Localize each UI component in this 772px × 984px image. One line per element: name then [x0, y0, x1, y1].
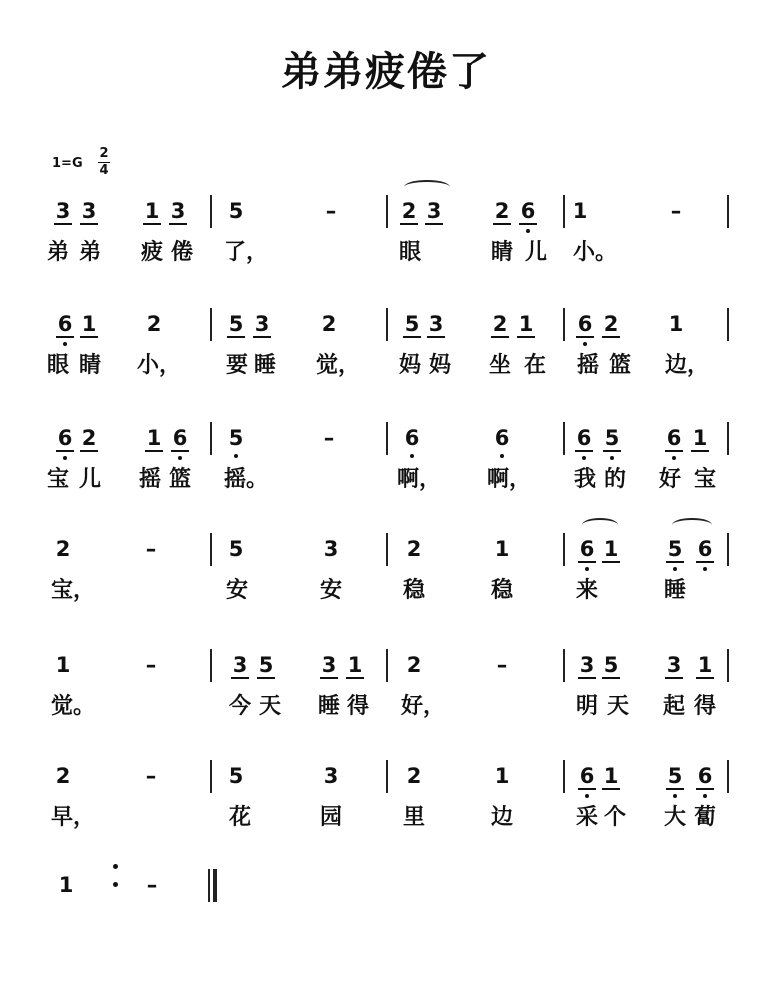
note: 3 [51, 200, 75, 222]
bar-line [386, 760, 388, 793]
lyric-syllable: 早， [51, 805, 96, 830]
lyric-syllable: 小。 [573, 240, 618, 265]
lyric-syllable: 宝 [46, 467, 69, 492]
lyric-syllable: 摇 [576, 353, 599, 378]
lyric-syllable: 得 [346, 694, 369, 719]
lyric-syllable: 来 [575, 578, 598, 603]
note: 5 [599, 654, 623, 676]
dash-extension: – [145, 537, 157, 561]
bar-line [563, 760, 565, 793]
lyric-syllable: 坐 [488, 353, 511, 378]
lyric-syllable: 睛 [490, 240, 513, 265]
note: 5 [400, 313, 424, 335]
lyric-syllable: 儿 [78, 467, 101, 492]
lyric-syllable: 弟 [78, 240, 101, 265]
note: 3 [250, 313, 274, 335]
note: 2 [55, 764, 71, 788]
lyric-syllable: 好 [658, 467, 681, 492]
score-row [0, 653, 772, 764]
note: 2 [321, 312, 337, 336]
lyric-syllable: 倦 [170, 240, 193, 265]
lyric-syllable: 眼 [46, 353, 69, 378]
bar-line [563, 195, 565, 228]
lyric-syllable: 要 [225, 353, 248, 378]
time-signature [97, 146, 111, 179]
note: 1 [668, 312, 684, 336]
slur [672, 518, 712, 532]
note: 2 [488, 313, 512, 335]
note: 1 [599, 765, 623, 787]
note: 3 [424, 313, 448, 335]
lyric-syllable: 起 [662, 694, 685, 719]
bar-line [563, 308, 565, 341]
lyric-syllable: 啊， [487, 467, 532, 492]
bar-line [210, 422, 212, 455]
bar-line [210, 308, 212, 341]
lyric-syllable: 好， [401, 694, 446, 719]
dash-extension: – [496, 653, 508, 677]
note: 2 [77, 427, 101, 449]
note: 3 [662, 654, 686, 676]
slur [582, 518, 618, 532]
bar-line [727, 533, 729, 566]
lyric-syllable: 觉， [316, 353, 361, 378]
dash-extension: – [145, 764, 157, 788]
note: 3 [323, 764, 339, 788]
bar-line [386, 649, 388, 682]
note: 1 [693, 654, 717, 676]
note: 5 [663, 765, 687, 787]
note: 6 [168, 427, 192, 449]
lyric-syllable: 宝 [693, 467, 716, 492]
lyric-syllable: 篮 [608, 353, 631, 378]
note: 6 [516, 200, 540, 222]
score-row [0, 312, 772, 423]
lyric-syllable: 边 [490, 805, 513, 830]
time-signature-top: 2 [99, 146, 109, 161]
lyric-syllable: 在 [523, 353, 546, 378]
bar-line [210, 760, 212, 793]
bar-line [210, 533, 212, 566]
note: 6 [662, 427, 686, 449]
note: 6 [400, 427, 424, 449]
score-row [0, 873, 772, 984]
lyric-syllable: 天 [606, 694, 629, 719]
lyric-syllable: 天 [258, 694, 281, 719]
lyric-syllable: 花 [228, 805, 251, 830]
lyric-syllable: 弟 [46, 240, 69, 265]
note: 1 [58, 873, 74, 897]
lyric-syllable: 安 [319, 578, 342, 603]
lyric-syllable: 了， [224, 240, 269, 265]
score-row [0, 426, 772, 537]
lyric-syllable: 宝， [51, 578, 96, 603]
lyric-syllable: 稳 [402, 578, 425, 603]
note: 2 [406, 653, 422, 677]
note: 6 [693, 765, 717, 787]
bar-line [386, 533, 388, 566]
note: 1 [77, 313, 101, 335]
final-bar-line [208, 869, 217, 902]
note: 5 [254, 654, 278, 676]
lyric-syllable: 睡 [253, 353, 276, 378]
note: 1 [494, 764, 510, 788]
note: 3 [323, 537, 339, 561]
score-row [0, 764, 772, 875]
bar-line [210, 195, 212, 228]
lyric-syllable: 觉。 [51, 694, 96, 719]
song-title: 弟弟疲倦了 [281, 48, 491, 95]
repeat-dot [113, 882, 118, 887]
bar-line [386, 195, 388, 228]
lyric-syllable: 疲 [140, 240, 163, 265]
note: 6 [53, 427, 77, 449]
lyric-syllable: 妈 [428, 353, 451, 378]
note: 5 [224, 427, 248, 449]
note: 2 [397, 200, 421, 222]
note: 3 [317, 654, 341, 676]
lyric-syllable: 儿 [524, 240, 547, 265]
lyric-syllable: 稳 [490, 578, 513, 603]
bar-line [727, 649, 729, 682]
note: 2 [55, 537, 71, 561]
bar-line [563, 533, 565, 566]
bar-line [727, 308, 729, 341]
lyric-syllable: 摇 [138, 467, 161, 492]
bar-line [563, 649, 565, 682]
lyric-syllable: 啊， [397, 467, 442, 492]
note: 2 [406, 764, 422, 788]
lyric-syllable: 大 [663, 805, 686, 830]
dash-extension: – [670, 199, 682, 223]
lyric-syllable: 眼 [398, 240, 421, 265]
lyric-syllable: 妈 [398, 353, 421, 378]
lyric-syllable: 睡 [663, 578, 686, 603]
note: 6 [575, 765, 599, 787]
note: 1 [140, 200, 164, 222]
score-row [0, 537, 772, 648]
note: 1 [572, 199, 588, 223]
slur [404, 180, 450, 194]
note: 1 [514, 313, 538, 335]
note: 1 [494, 537, 510, 561]
lyric-syllable: 蔔 [693, 805, 716, 830]
repeat-dot [113, 864, 118, 869]
note: 3 [575, 654, 599, 676]
lyric-syllable: 睡 [317, 694, 340, 719]
bar-line [386, 308, 388, 341]
note: 3 [77, 200, 101, 222]
bar-line [563, 422, 565, 455]
lyric-syllable: 摇。 [224, 467, 269, 492]
note: 6 [693, 538, 717, 560]
note: 1 [343, 654, 367, 676]
lyric-syllable: 边， [665, 353, 710, 378]
note: 3 [228, 654, 252, 676]
lyric-syllable: 得 [693, 694, 716, 719]
lyric-syllable: 里 [402, 805, 425, 830]
dash-extension: – [146, 873, 158, 897]
lyric-syllable: 的 [603, 467, 626, 492]
note: 3 [166, 200, 190, 222]
note: 5 [228, 764, 244, 788]
note: 5 [663, 538, 687, 560]
lyric-syllable: 采 [575, 805, 598, 830]
note: 1 [688, 427, 712, 449]
note: 5 [224, 313, 248, 335]
bar-line [386, 422, 388, 455]
lyric-syllable: 睛 [78, 353, 101, 378]
note: 6 [572, 427, 596, 449]
lyric-syllable: 我 [573, 467, 596, 492]
dash-extension: – [145, 653, 157, 677]
bar-line [210, 649, 212, 682]
note: 2 [146, 312, 162, 336]
note: 6 [490, 427, 514, 449]
bar-line [727, 195, 729, 228]
bar-line [727, 760, 729, 793]
dash-extension: – [323, 426, 335, 450]
lyric-syllable: 园 [319, 805, 342, 830]
time-signature-bottom: 4 [99, 163, 109, 178]
note: 2 [599, 313, 623, 335]
lyric-syllable: 小， [137, 353, 182, 378]
note: 6 [575, 538, 599, 560]
note: 5 [228, 199, 244, 223]
note: 6 [573, 313, 597, 335]
lyric-syllable: 个 [603, 805, 626, 830]
lyric-syllable: 明 [575, 694, 598, 719]
score-row [0, 199, 772, 310]
note: 1 [55, 653, 71, 677]
bar-line [727, 422, 729, 455]
note: 2 [406, 537, 422, 561]
key-signature: 1=G [52, 156, 83, 171]
note: 6 [53, 313, 77, 335]
lyric-syllable: 安 [225, 578, 248, 603]
lyric-syllable: 篮 [168, 467, 191, 492]
dash-extension: – [325, 199, 337, 223]
note: 5 [600, 427, 624, 449]
lyric-syllable: 今 [228, 694, 251, 719]
note: 5 [228, 537, 244, 561]
note: 1 [142, 427, 166, 449]
note: 1 [599, 538, 623, 560]
note: 3 [422, 200, 446, 222]
note: 2 [490, 200, 514, 222]
